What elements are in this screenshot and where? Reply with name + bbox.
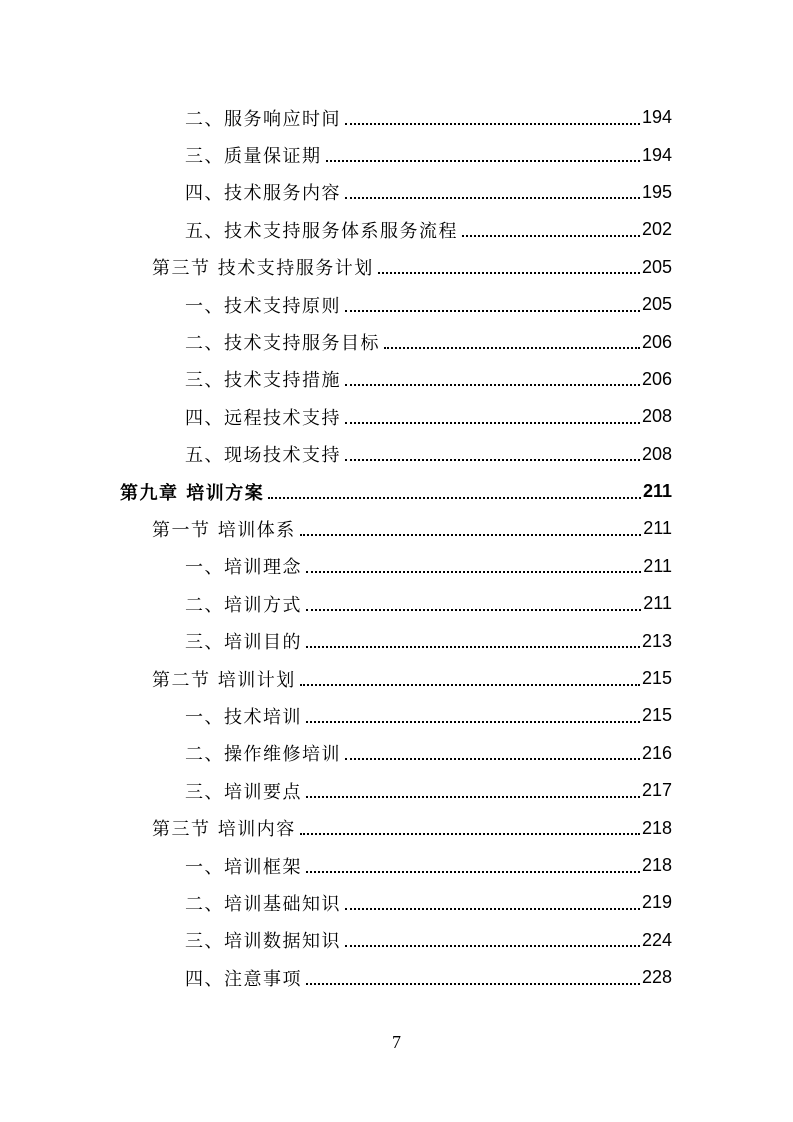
- dot-leader: [306, 965, 640, 985]
- dot-leader: [268, 479, 641, 499]
- dot-leader: [300, 666, 640, 686]
- toc-entry[interactable]: [0, 398, 793, 435]
- toc-entry-page: 206: [641, 368, 672, 389]
- toc-entry-label: 三、培训目的: [185, 628, 304, 654]
- toc-section-entry[interactable]: [0, 249, 793, 286]
- toc-entry-page: 202: [641, 219, 672, 240]
- toc-chapter-entry[interactable]: [0, 473, 793, 510]
- toc-entry-page: 211: [643, 593, 672, 614]
- dot-leader: [306, 553, 641, 573]
- dot-leader: [345, 404, 640, 424]
- toc-entry[interactable]: [0, 99, 793, 136]
- toc-entry[interactable]: [0, 436, 793, 473]
- toc-entry[interactable]: [0, 585, 793, 622]
- toc-entry[interactable]: [0, 622, 793, 659]
- toc-entry-page: 205: [641, 294, 672, 315]
- dot-leader: [306, 778, 640, 798]
- dot-leader: [378, 254, 640, 274]
- toc-section-label: 第三节 培训内容: [152, 815, 298, 841]
- toc-entry[interactable]: [0, 884, 793, 921]
- toc-section-label: 第三节 技术支持服务计划: [152, 254, 376, 280]
- toc-entry-label: 三、技术支持措施: [185, 366, 343, 392]
- toc-entry-label: 二、培训基础知识: [185, 890, 343, 916]
- toc-entry[interactable]: [0, 286, 793, 323]
- toc-entry-page: 215: [641, 705, 672, 726]
- toc-entry-page: 194: [641, 107, 672, 128]
- toc-chapter-label: 第九章 培训方案: [120, 479, 266, 505]
- toc-entry-page: 218: [641, 855, 672, 875]
- dot-leader: [345, 441, 640, 461]
- page-number: 7: [392, 1032, 401, 1052]
- toc-entry[interactable]: [0, 772, 793, 809]
- toc-section-label: 第二节 培训计划: [152, 666, 298, 692]
- toc-entry-label: 二、操作维修培训: [185, 740, 343, 766]
- toc-entry-page: 194: [641, 144, 672, 165]
- toc-entry[interactable]: [0, 735, 793, 772]
- toc-entry-page: 218: [641, 817, 672, 838]
- toc-entry-page: 224: [641, 929, 672, 950]
- toc-entry[interactable]: [0, 323, 793, 360]
- toc-entry-label: 一、培训理念: [185, 553, 304, 579]
- dot-leader: [345, 890, 640, 910]
- toc-entry-page: 228: [641, 967, 672, 988]
- toc-section-entry[interactable]: [0, 510, 793, 547]
- toc-entry-page: 215: [641, 668, 672, 689]
- dot-leader: [306, 853, 640, 873]
- toc-entry-page: 208: [641, 406, 672, 427]
- toc-entry-page: 206: [641, 331, 672, 352]
- toc-entry[interactable]: [0, 211, 793, 248]
- dot-leader: [462, 217, 640, 237]
- dot-leader: [300, 516, 642, 536]
- toc-entry-label: 四、注意事项: [185, 965, 304, 991]
- toc-entry-label: 一、技术支持原则: [185, 292, 343, 318]
- toc-entry-page: 211: [643, 555, 672, 576]
- toc-entry-label: 二、培训方式: [185, 591, 304, 617]
- toc-entry-label: 五、技术支持服务体系服务流程: [185, 217, 460, 243]
- dot-leader: [345, 927, 640, 947]
- toc-entry-page: 208: [641, 443, 672, 464]
- toc-section-label: 第一节 培训体系: [152, 516, 298, 542]
- dot-leader: [345, 292, 640, 312]
- dot-leader: [306, 703, 640, 723]
- toc-entry[interactable]: [0, 847, 793, 884]
- toc-entry-label: 五、现场技术支持: [185, 441, 343, 467]
- toc-entry[interactable]: [0, 136, 793, 173]
- toc-entry-page: 219: [641, 892, 672, 913]
- toc-entry-label: 四、远程技术支持: [185, 404, 343, 430]
- toc-entry-label: 一、技术培训: [185, 703, 304, 729]
- toc-entry-page: 217: [641, 780, 672, 801]
- dot-leader: [326, 142, 640, 162]
- toc-section-entry[interactable]: [0, 660, 793, 697]
- toc-entry-label: 一、培训框架: [185, 853, 304, 879]
- table-of-contents: [0, 99, 793, 996]
- dot-leader: [345, 366, 640, 386]
- toc-entry[interactable]: [0, 548, 793, 585]
- toc-entry-page: 211: [642, 481, 672, 502]
- toc-entry[interactable]: [0, 697, 793, 734]
- dot-leader: [384, 329, 640, 349]
- toc-entry-label: 三、质量保证期: [185, 142, 324, 168]
- toc-entry[interactable]: [0, 922, 793, 959]
- toc-entry-label: 四、技术服务内容: [185, 179, 343, 205]
- dot-leader: [345, 740, 640, 760]
- toc-entry[interactable]: [0, 174, 793, 211]
- toc-entry-page: 213: [641, 630, 672, 651]
- dot-leader: [306, 628, 640, 648]
- toc-entry[interactable]: [0, 361, 793, 398]
- dot-leader: [300, 815, 640, 835]
- dot-leader: [345, 179, 640, 199]
- toc-entry-page: 195: [641, 181, 672, 202]
- dot-leader: [306, 591, 641, 611]
- toc-entry-page: 216: [641, 742, 672, 763]
- toc-entry-label: 三、培训数据知识: [185, 927, 343, 953]
- toc-section-entry[interactable]: [0, 809, 793, 846]
- toc-entry-label: 二、服务响应时间: [185, 105, 343, 131]
- toc-entry-label: 三、培训要点: [185, 778, 304, 804]
- toc-entry-page: 211: [643, 518, 672, 539]
- toc-entry[interactable]: [0, 959, 793, 996]
- toc-entry-page: 205: [641, 256, 672, 277]
- toc-entry-label: 二、技术支持服务目标: [185, 329, 382, 355]
- dot-leader: [345, 105, 640, 125]
